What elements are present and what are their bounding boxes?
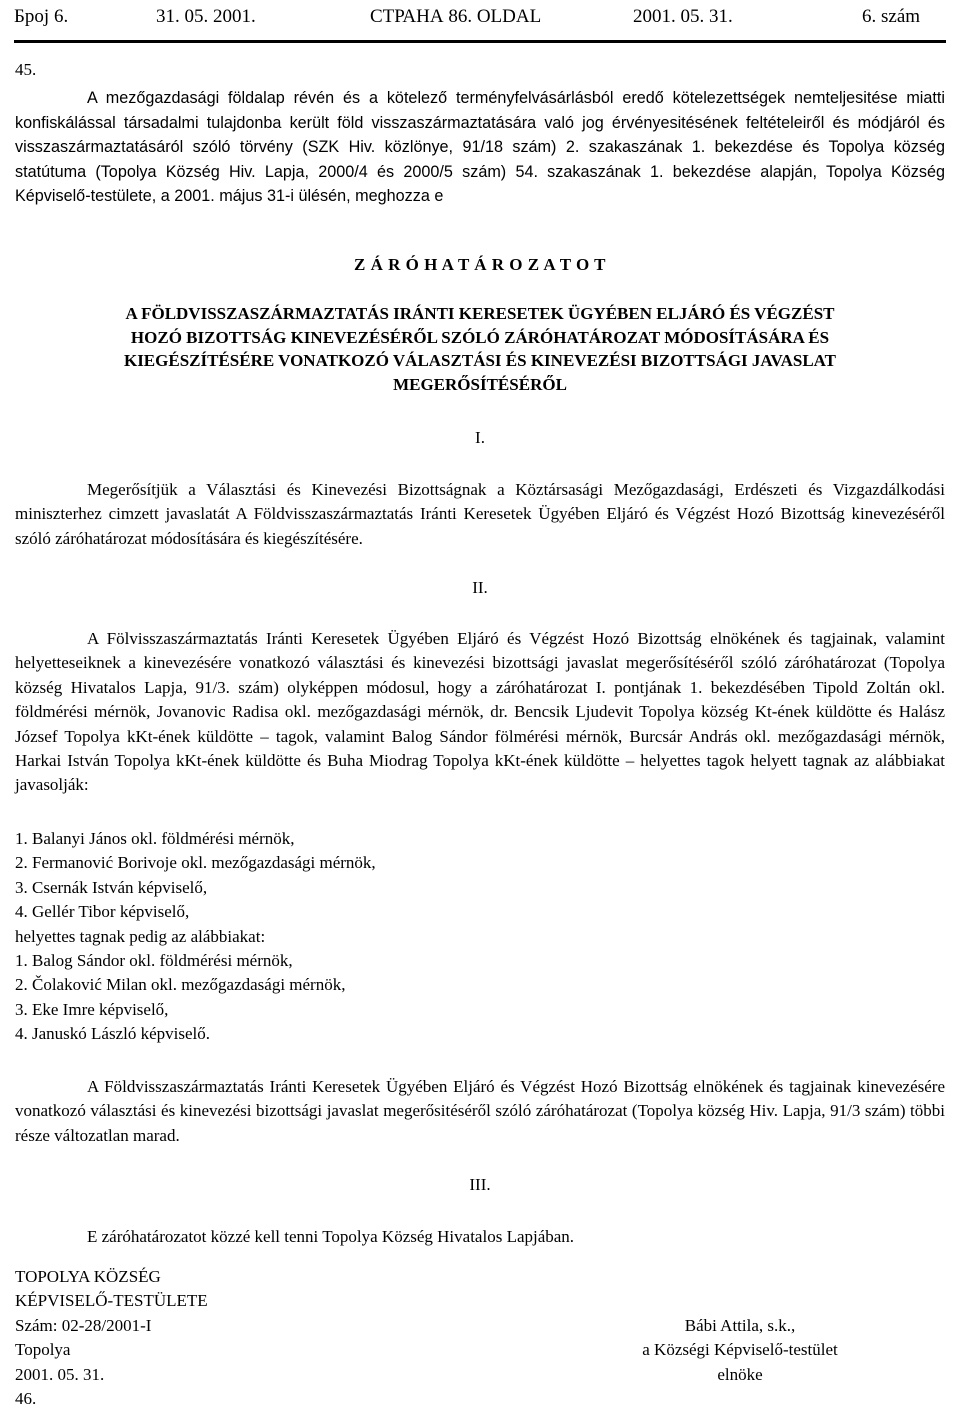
next-item-number: 46.: [15, 1389, 37, 1409]
list-item: 4. Januskó László képviselő.: [15, 1024, 210, 1044]
issuer-line: KÉPVISELŐ-TESTÜLETE: [15, 1291, 208, 1311]
section-2-closing: A Földvisszaszármaztatás Iránti Keresetek Ügyében Eljáró és Végzést Hozó Bizottság elnökének és tagjainak kinevezésére vonatkozó választási és kinevezési bizottsági javaslat megerősitéséről szóló záróhatározat (Topolya község Hiv. Lapja, 91/3 szám) többi része változatlan marad.: [15, 1077, 945, 1145]
decision-title-line: MEGERŐSÍTÉSÉRŐL: [393, 374, 567, 394]
list-item: 4. Gellér Tibor képviselő,: [15, 902, 190, 922]
section-3-text: E záróhatározatot közzé kell tenni Topolya Község Hivatalos Lapjában.: [87, 1227, 575, 1246]
item-number: 45.: [15, 60, 37, 79]
issue-number-hungarian: 6. szám: [862, 6, 921, 27]
date-serbian: 31. 05. 2001.: [156, 6, 256, 27]
member-list: [15, 827, 376, 1047]
list-item: 3. Csernák István képviselő,: [15, 877, 208, 897]
decision-title: [0, 302, 960, 396]
signature-block: [600, 1314, 880, 1387]
decision-title-line: KIEGÉSZÍTÉSÉRE VONATKOZÓ VÁLASZTÁSI ÉS KINEVEZÉSI BIZOTTSÁGI JAVASLAT: [123, 351, 837, 370]
signatory-name: Bábi Attila, s.k.,: [684, 1316, 796, 1335]
date-hungarian: 2001. 05. 31.: [633, 6, 733, 27]
issuer-block: [15, 1265, 208, 1411]
decision-title-line: A FÖLDVISSZASZÁRMAZTATÁS IRÁNTI KERESETEK ÜGYÉBEN ELJÁRÓ ÉS VÉGZÉST: [125, 304, 835, 323]
section-1-text: Megerősítjük a Választási és Kinevezési Bizottságnak a Köztársasági Mezőgazdasági, Erdészeti és Vizgazdálkodási miniszterhez cimzett javaslatát A Földvisszaszármaztatás Iránti Keresetek Ügyében Eljáró és Végzést Hozó Bizottság kinevezéséről szóló záróhatározat módosítására és kiegészítésére.: [15, 480, 945, 548]
page-number: СТРАНА 86. OLDAL: [370, 6, 542, 27]
list-item: 3. Eke Imre képviselő,: [15, 999, 169, 1019]
issuer-line: TOPOLYA KÖZSÉG: [15, 1267, 161, 1286]
signatory-body: a Községi Képviselő-testület: [642, 1340, 838, 1360]
section-1-numeral: I.: [475, 428, 485, 447]
section-3-numeral: III.: [469, 1175, 491, 1194]
list-item: 2. Čolaković Milan okl. mezőgazdasági mérnök,: [15, 975, 346, 995]
list-item: 1. Balanyi János okl. földmérési mérnök,: [15, 829, 295, 848]
issuer-line: Topolya: [15, 1340, 71, 1360]
intro-paragraph: A mezőgazdasági földalap révén és a kötelező terményfelvásárlásból eredő kötelezettségek nemteljesitése miatti konfiskálással társadalmi tulajdonba került föld visszaszármaztatására való jog érvényesitésének feltételeiről és módjáról és visszaszármaztatásáról szóló törvény (SZK Hiv. közlönye, 91/18 szám) 2. szakaszának 1. bekezdése és Topolya község statútuma (Topolya Község Hiv. Lapja, 2000/4 és 2000/5 szám) 54. szakaszának 1. bekezdése alapján, Topolya Község Képviselő-testülete, a 2001. május 31-i ülésén, meghozza e: [15, 89, 945, 205]
decision-word: Z Á R Ó H A T Á R O Z A T O T: [354, 255, 606, 274]
deputies-intro: helyettes tagnak pedig az alábbiakat:: [15, 926, 266, 946]
decision-title-line: HOZÓ BIZOTTSÁG KINEVEZÉSÉRŐL SZÓLÓ ZÁRÓHATÁROZAT MÓDOSÍTÁSÁRA ÉS: [130, 327, 830, 347]
list-item: 2. Fermanović Borivoje okl. mezőgazdasági mérnök,: [15, 853, 376, 873]
list-item: 1. Balog Sándor okl. földmérési mérnök,: [15, 951, 293, 971]
issuer-line: 2001. 05. 31.: [15, 1364, 105, 1384]
signatory-role: elnöke: [717, 1364, 763, 1384]
section-2-numeral: II.: [472, 578, 488, 597]
issuer-line: Szám: 02-28/2001-I: [15, 1315, 152, 1335]
header-rule: [14, 40, 946, 43]
section-2-text: A Fölvisszaszármaztatás Iránti Keresetek Ügyében Eljáró és Végzést Hozó Bizottság elnökének és tagjainak, valamint helyetteseiknek a kinevezésére vonatkozó választási és kinevezési bizottsági javaslat megerősítéséről szóló záróhatározat (Topolya község Hivatalos Lapja, 91/3. szám) olyképpen módosul, hogy a záróhatározat I. pontjának 1. bekezdésében Tipold Zoltán okl. földmérési mérnök, Jovanovic Radisa okl. mezőgazdasági mérnök, dr. Bencsik Ljudevit Topolya község Kt-ének küldötte és Halász József Topolya kKt-ének küldötte – tagok, valamint Balog Sándor fölmérési mérnök, Burcsár András okl. mezőgazdasági mérnök, Harkai István Topolya kKt-ének küldötte és Buha Miodrag Topolya kKt-ének küldötte – helyettes tagok helyett tagnak az alábbiakat javasolják:: [15, 629, 945, 795]
issue-number-serbian: Број 6.: [14, 6, 69, 27]
